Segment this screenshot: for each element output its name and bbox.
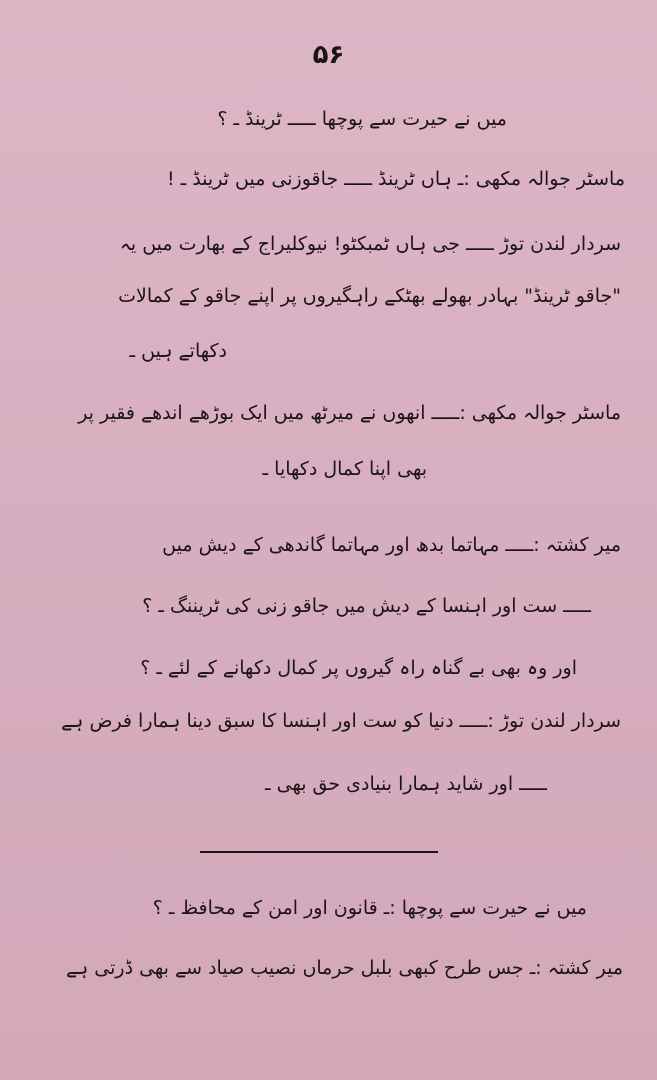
text-line-10: اور وہ بھی بے گناہ راہ گیروں پر کمال دکھانے کے لئے ـ ؟ bbox=[140, 657, 577, 679]
text-line-5: دکھاتے ہیں ـ bbox=[129, 340, 227, 362]
text-line-7: بھی اپنا کمال دکھایا ـ bbox=[262, 458, 427, 480]
text-line-4: "جاقو ٹرینڈ" بہادر بھولے بھٹکے راہگیروں پر اپنے جاقو کے کمالات bbox=[118, 285, 621, 307]
text-line-3: سردار لندن توڑ ـــــ جی ہاں ٹمبکٹو! نیوکلیراج کے بھارت میں یہ bbox=[119, 233, 621, 255]
text-line-9: ـــــ ست اور اہنسا کے دیش میں جاقو زنی کی ٹریننگ ـ ؟ bbox=[142, 595, 591, 617]
text-line-2: ماسٹر جوالہ مکھی :ـ ہاں ٹرینڈ ـــــ جاقوزنی میں ٹرینڈ ـ ! bbox=[166, 168, 625, 190]
section-divider bbox=[200, 851, 438, 853]
text-line-12: ـــــ اور شاید ہمارا بنیادی حق بھی ـ bbox=[265, 773, 547, 795]
text-line-11: سردار لندن توڑ :ـــــ دنیا کو ست اور اہنسا کا سبق دینا ہمارا فرض ہے bbox=[61, 710, 621, 732]
text-line-14: میر کشتہ :ـ جس طرح کبھی بلبل حرماں نصیب صیاد سے بھی ڈرتی ہے bbox=[65, 957, 623, 979]
page-number: ۵۶ bbox=[312, 40, 345, 70]
text-line-6: ماسٹر جوالہ مکھی :ـــــ انھوں نے میرٹھ میں ایک بوڑھے اندھے فقیر پر bbox=[78, 402, 621, 424]
text-line-13: میں نے حیرت سے پوچھا :ـ قانون اور امن کے محافظ ـ ؟ bbox=[152, 897, 587, 919]
text-line-1: میں نے حیرت سے پوچھا ـــــ ٹرینڈ ـ ؟ bbox=[217, 108, 507, 130]
text-line-8: میر کشتہ :ـــــ مہاتما بدھ اور مہاتما گاندھی کے دیش میں bbox=[162, 534, 621, 556]
